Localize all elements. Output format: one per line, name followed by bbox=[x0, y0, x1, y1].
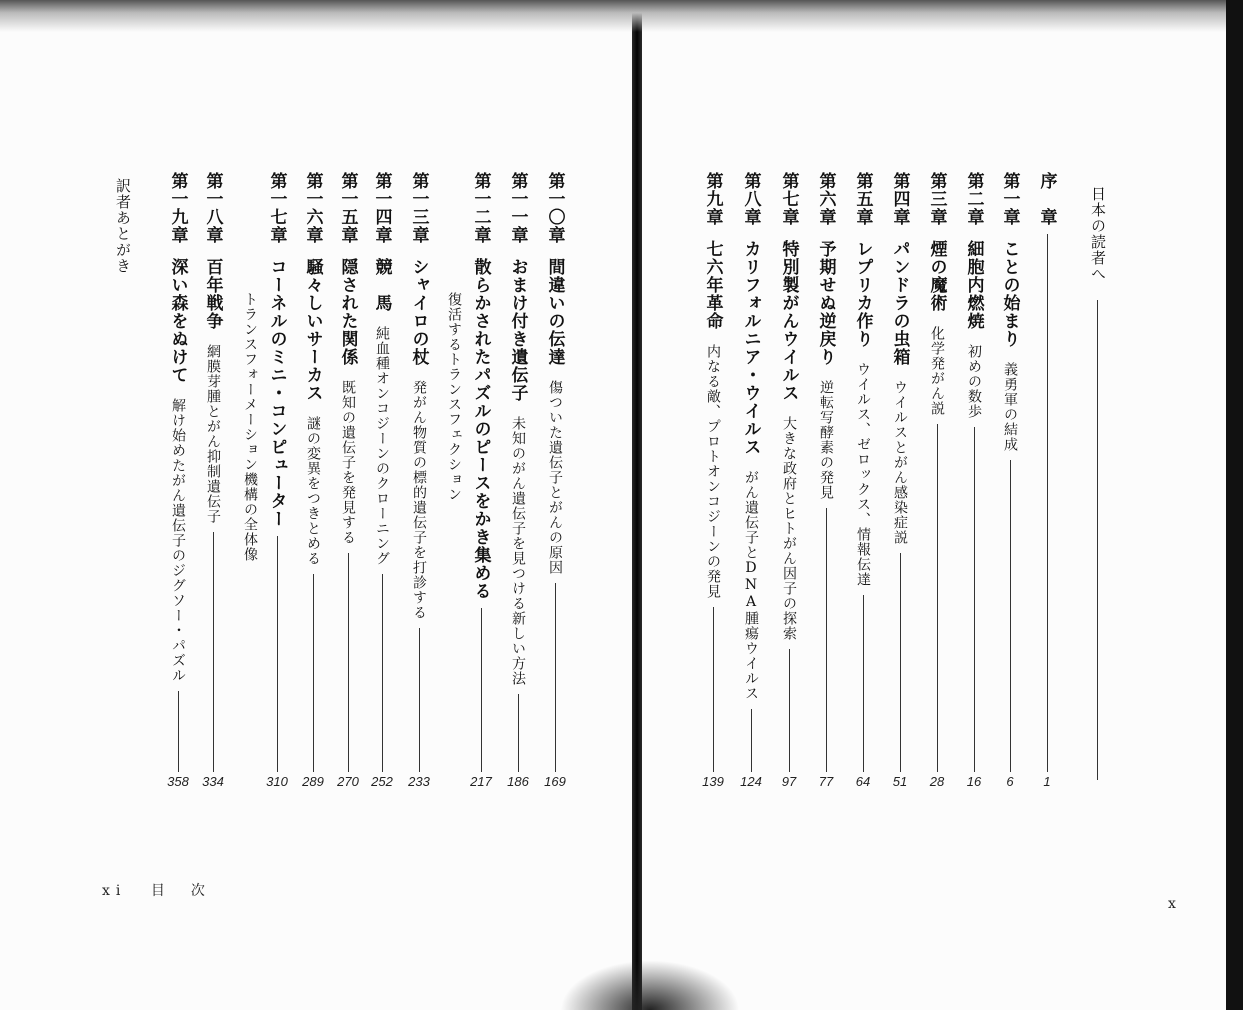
chapter-number: 第一三章 bbox=[408, 172, 429, 244]
leader-line bbox=[863, 595, 864, 772]
chapter-subtitle: 解け始めたがん遺伝子のジグソー・パズル bbox=[170, 398, 186, 683]
chapter-number: 第一七章 bbox=[266, 172, 287, 244]
leader-line bbox=[974, 427, 975, 772]
page-number: 186 bbox=[507, 774, 529, 789]
chapter-title: 競 馬 bbox=[371, 258, 392, 312]
chapter-subtitle: 網膜芽腫とがん抑制遺伝子 bbox=[205, 344, 221, 524]
toc-entry-ch3[interactable] bbox=[922, 172, 952, 789]
chapter-title: 間違いの伝達 bbox=[544, 258, 565, 366]
leader-line bbox=[518, 694, 519, 772]
leader-line bbox=[937, 424, 938, 772]
toc-entry-ch15[interactable] bbox=[333, 172, 363, 789]
chapter-number: 第一章 bbox=[999, 172, 1020, 226]
page-number: 252 bbox=[371, 774, 393, 789]
toc-entry-ch16[interactable] bbox=[298, 172, 328, 789]
page-number: 217 bbox=[470, 774, 492, 789]
chapter-title: 百年戦争 bbox=[202, 258, 223, 330]
chapter-title: シャイロの杖 bbox=[408, 258, 429, 366]
scan-edge-right bbox=[1226, 0, 1243, 1010]
toc-entry-ch6[interactable] bbox=[811, 172, 841, 789]
chapter-title: 散らかされたパズルのピースをかき集める bbox=[470, 258, 491, 600]
folio-right: x bbox=[1168, 896, 1182, 912]
chapter-title: レプリカ作り bbox=[852, 240, 873, 348]
chapter-number: 第四章 bbox=[889, 172, 910, 226]
toc-entry-ch8[interactable] bbox=[736, 172, 766, 789]
chapter-subtitle: 化学発がん説 bbox=[929, 326, 945, 416]
toc-entry-ch5[interactable] bbox=[848, 172, 878, 789]
toc-entry-ch13[interactable] bbox=[404, 172, 434, 789]
page-number: 358 bbox=[167, 774, 189, 789]
chapter-number: 第七章 bbox=[778, 172, 799, 226]
chapter-number: 第一四章 bbox=[371, 172, 392, 244]
chapter-title: 細胞内燃焼 bbox=[963, 240, 984, 330]
chapter-subtitle: 既知の遺伝子を発見する bbox=[340, 380, 356, 545]
chapter-number: 第九章 bbox=[702, 172, 723, 226]
chapter-subtitle: ウイルスとがん感染症説 bbox=[892, 380, 908, 545]
right-page bbox=[642, 0, 1243, 1010]
running-title: 目 次 bbox=[150, 883, 211, 899]
chapter-subtitle: 初めの数歩 bbox=[966, 344, 982, 419]
chapter-title: 予期せぬ逆戻り bbox=[815, 240, 836, 366]
page-number: 270 bbox=[337, 774, 359, 789]
toc-entry-ch19[interactable] bbox=[163, 172, 193, 789]
chapter-title: カリフォルニア・ウイルス bbox=[740, 240, 761, 456]
chapter-number: 第三章 bbox=[926, 172, 947, 226]
chapter-number: 第一五章 bbox=[337, 172, 358, 244]
running-head-right bbox=[1168, 896, 1182, 912]
chapter-subtitle-12: 復活するトランスフェクション bbox=[446, 292, 462, 502]
chapter-number: 第一六章 bbox=[302, 172, 323, 244]
chapter-number: 序 章 bbox=[1036, 172, 1057, 226]
leader-line bbox=[419, 628, 420, 772]
leader-line bbox=[1047, 234, 1048, 772]
toc-entry-ch2[interactable] bbox=[959, 172, 989, 789]
page-number: 310 bbox=[266, 774, 288, 789]
page-number: 139 bbox=[702, 774, 724, 789]
page-number: 28 bbox=[929, 774, 945, 789]
chapter-subtitle: 傷ついた遺伝子とがんの原因 bbox=[547, 380, 563, 575]
chapter-title: パンドラの虫箱 bbox=[889, 240, 910, 366]
chapter-number: 第一〇章 bbox=[544, 172, 565, 244]
page-number: 97 bbox=[781, 774, 797, 789]
leader-line bbox=[382, 574, 383, 772]
chapter-subtitle: 逆転写酵素の発見 bbox=[818, 380, 834, 500]
chapter-title: 七六年革命 bbox=[702, 240, 723, 330]
chapter-title: おまけ付き遺伝子 bbox=[507, 258, 528, 402]
chapter-number: 第六章 bbox=[815, 172, 836, 226]
toc-entry-ch18[interactable] bbox=[198, 172, 228, 789]
chapter-subtitle: 未知のがん遺伝子を見つける新しい方法 bbox=[510, 416, 526, 686]
chapter-number: 第一九章 bbox=[167, 172, 188, 244]
leader-line bbox=[826, 508, 827, 772]
to-readers-leader bbox=[1097, 300, 1098, 780]
chapter-number: 第五章 bbox=[852, 172, 873, 226]
leader-line bbox=[277, 536, 278, 772]
toc-entry-ch1[interactable] bbox=[995, 172, 1025, 789]
toc-entry-ch17[interactable] bbox=[262, 172, 292, 789]
page-number: 1 bbox=[1043, 774, 1051, 789]
leader-line bbox=[713, 607, 714, 772]
page-number: 6 bbox=[1006, 774, 1014, 789]
toc-entry-ch14[interactable] bbox=[367, 172, 397, 789]
page-number: 169 bbox=[544, 774, 566, 789]
chapter-title: コーネルのミニ・コンピューター bbox=[266, 258, 287, 528]
running-head-left bbox=[102, 880, 211, 900]
toc-entry-ch4[interactable] bbox=[885, 172, 915, 789]
chapter-number: 第一二章 bbox=[470, 172, 491, 244]
toc-entry-ch10[interactable] bbox=[540, 172, 570, 789]
folio-left: xi bbox=[102, 883, 127, 899]
page-number: 124 bbox=[740, 774, 762, 789]
book-gutter bbox=[632, 0, 642, 1010]
chapter-number: 第一一章 bbox=[507, 172, 528, 244]
chapter-number: 第一八章 bbox=[202, 172, 223, 244]
chapter-subtitle: 純血種オンコジーンのクローニング bbox=[374, 326, 390, 566]
chapter-title: 特別製がんウイルス bbox=[778, 240, 799, 402]
chapter-subtitle: ウイルス、ゼロックス、情報伝達 bbox=[855, 362, 871, 587]
leader-line bbox=[900, 553, 901, 772]
chapter-subtitle: 発がん物質の標的遺伝子を打診する bbox=[411, 380, 427, 620]
toc-entry-ch11[interactable] bbox=[503, 172, 533, 789]
chapter-title: 隠された関係 bbox=[337, 258, 358, 366]
chapter-subtitle: 大きな政府とヒトがん因子の探索 bbox=[781, 416, 797, 641]
chapter-title: 騒々しいサーカス bbox=[302, 258, 323, 402]
leader-line bbox=[555, 583, 556, 772]
leader-line bbox=[348, 553, 349, 772]
leader-line bbox=[789, 649, 790, 772]
leader-line bbox=[481, 608, 482, 772]
chapter-subtitle: 義勇軍の結成 bbox=[1002, 362, 1018, 452]
toc-entry-prologue[interactable] bbox=[1032, 172, 1062, 789]
page-number: 334 bbox=[202, 774, 224, 789]
page-number: 51 bbox=[892, 774, 908, 789]
leader-line bbox=[1010, 460, 1011, 772]
page-number: 16 bbox=[966, 774, 982, 789]
toc-entry-ch9[interactable] bbox=[698, 172, 728, 789]
page-number: 77 bbox=[818, 774, 834, 789]
chapter-title: 煙の魔術 bbox=[926, 240, 947, 312]
page-number: 233 bbox=[408, 774, 430, 789]
chapter-title: ことの始まり bbox=[999, 240, 1020, 348]
toc-entry-ch7[interactable] bbox=[774, 172, 804, 789]
chapter-subtitle: がん遺伝子とDNA腫瘍ウイルス bbox=[743, 470, 759, 701]
page-number: 64 bbox=[855, 774, 871, 789]
translator-afterword[interactable]: 訳者あとがき bbox=[114, 178, 132, 274]
toc-entry-ch12[interactable] bbox=[466, 172, 496, 789]
leader-line bbox=[178, 691, 179, 772]
chapter-number: 第二章 bbox=[963, 172, 984, 226]
page-number: 289 bbox=[302, 774, 324, 789]
chapter-subtitle-17: トランスフォーメーション機構の全体像 bbox=[242, 292, 258, 562]
chapter-subtitle: 内なる敵、プロトオンコジーンの発見 bbox=[705, 344, 721, 599]
chapter-subtitle: 謎の変異をつきとめる bbox=[305, 416, 321, 566]
chapter-title: 深い森をぬけて bbox=[167, 258, 188, 384]
chapter-number: 第八章 bbox=[740, 172, 761, 226]
leader-line bbox=[751, 709, 752, 772]
leader-line bbox=[313, 574, 314, 772]
to-japanese-readers[interactable]: 日本の読者へ bbox=[1089, 186, 1107, 282]
leader-line bbox=[213, 532, 214, 772]
